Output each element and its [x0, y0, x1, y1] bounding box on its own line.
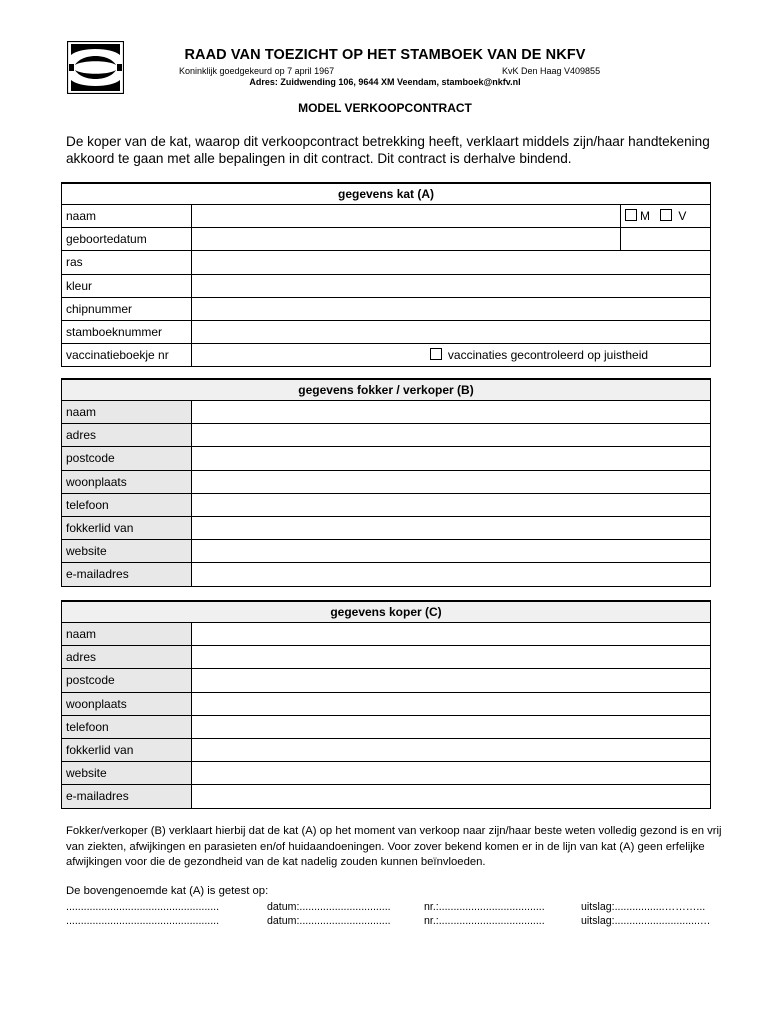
breeder-city-field[interactable] [192, 470, 711, 493]
organization-title: RAAD VAN TOEZICHT OP HET STAMBOEK VAN DE NKFV [184, 47, 586, 63]
field-label: naam [62, 205, 192, 228]
breeder-details-table [61, 378, 711, 587]
chip-number-field[interactable] [192, 297, 711, 320]
breeder-email-field[interactable] [192, 563, 711, 586]
breeder-postcode-field[interactable] [192, 447, 711, 470]
cat-details-table [61, 182, 711, 367]
buyer-club-field[interactable] [192, 738, 711, 761]
tested-heading: De bovengenoemde kat (A) is getest op: [66, 885, 269, 897]
vaccinations-checked-label: vaccinaties gecontroleerd op juistheid [447, 348, 649, 363]
color-field[interactable] [192, 274, 711, 297]
checkbox-female[interactable] [660, 209, 672, 221]
sex-female-label: V [678, 209, 687, 224]
test-number-blank[interactable]: nr.:.................................... [424, 915, 545, 927]
field-label: fokkerlid van [62, 738, 192, 761]
kvk-number: KvK Den Haag V409855 [502, 66, 601, 76]
field-label: e-mailadres [62, 785, 192, 808]
field-label: postcode [62, 447, 192, 470]
field-label: naam [62, 623, 192, 646]
field-label: ras [62, 251, 192, 274]
checkbox-male[interactable] [625, 209, 637, 221]
document-title: MODEL VERKOOPCONTRACT [298, 101, 472, 115]
pedigree-number-field[interactable] [192, 320, 711, 343]
address-line: Adres: Zuidwending 106, 9644 XM Veendam, stamboek@nkfv.nl [249, 77, 521, 87]
breeder-phone-field[interactable] [192, 493, 711, 516]
birthdate-field[interactable] [192, 228, 621, 251]
field-label: website [62, 540, 192, 563]
approval-date: Koninklijk goedgekeurd op 7 april 1967 [179, 66, 335, 76]
test-number-blank[interactable]: nr.:.................................... [424, 901, 545, 913]
section-b-title: gegevens fokker / verkoper (B) [62, 379, 711, 401]
section-c-title: gegevens koper (C) [62, 601, 711, 623]
test-name-blank[interactable]: .................................................... [66, 901, 220, 913]
sex-choice [621, 205, 711, 228]
intro-paragraph: De koper van de kat, waarop dit verkoopcontract betrekking heeft, verklaart middels zijn/haar handtekening akkoord te gaan met alle bepalingen in dit contract. Dit contract is derhalve bindend. [66, 134, 710, 166]
section-a-title: gegevens kat (A) [62, 183, 711, 205]
test-date-blank[interactable]: datum:............................... [267, 915, 391, 927]
breeder-club-field[interactable] [192, 516, 711, 539]
vaccination-booklet-field[interactable] [192, 344, 711, 367]
checkbox-vaccinations-checked[interactable] [430, 348, 442, 360]
breed-field[interactable] [192, 251, 711, 274]
test-result-blank[interactable]: uitslag:.............................… [581, 915, 711, 927]
field-label: fokkerlid van [62, 516, 192, 539]
health-declaration: Fokker/verkoper (B) verklaart hierbij dat de kat (A) op het moment van verkoop naar zijn/haar beste weten volledig gezond is en vrij van ziekten, afwijkingen en parasieten en/of huidaandoeningen. Voor zover bekend komen er in de lijn van kat (A) geen erfelijke afwijkingen voor die de gezondheid van de kat nadelig zouden kunnen beïnvloeden. [66, 825, 722, 868]
field-label: woonplaats [62, 692, 192, 715]
field-label: chipnummer [62, 297, 192, 320]
field-label: naam [62, 401, 192, 424]
field-label: stamboeknummer [62, 320, 192, 343]
sex-male-label: M [640, 209, 650, 224]
buyer-website-field[interactable] [192, 762, 711, 785]
test-date-blank[interactable]: datum:............................... [267, 901, 391, 913]
empty-cell [621, 228, 711, 251]
cat-name-field[interactable] [192, 205, 621, 228]
field-label: woonplaats [62, 470, 192, 493]
field-label: adres [62, 424, 192, 447]
field-label: adres [62, 646, 192, 669]
buyer-postcode-field[interactable] [192, 669, 711, 692]
field-label: telefoon [62, 715, 192, 738]
field-label: geboortedatum [62, 228, 192, 251]
field-label: website [62, 762, 192, 785]
field-label: kleur [62, 274, 192, 297]
field-label: postcode [62, 669, 192, 692]
buyer-name-field[interactable] [192, 623, 711, 646]
buyer-city-field[interactable] [192, 692, 711, 715]
buyer-phone-field[interactable] [192, 715, 711, 738]
buyer-address-field[interactable] [192, 646, 711, 669]
breeder-address-field[interactable] [192, 424, 711, 447]
buyer-details-table [61, 600, 711, 809]
field-label: vaccinatieboekje nr [62, 344, 192, 367]
test-name-blank[interactable]: .................................................... [66, 915, 220, 927]
breeder-name-field[interactable] [192, 401, 711, 424]
field-label: e-mailadres [62, 563, 192, 586]
breeder-website-field[interactable] [192, 540, 711, 563]
nkfv-logo [67, 41, 124, 94]
test-result-blank[interactable]: uitslag:.................………... [581, 901, 706, 913]
buyer-email-field[interactable] [192, 785, 711, 808]
field-label: telefoon [62, 493, 192, 516]
